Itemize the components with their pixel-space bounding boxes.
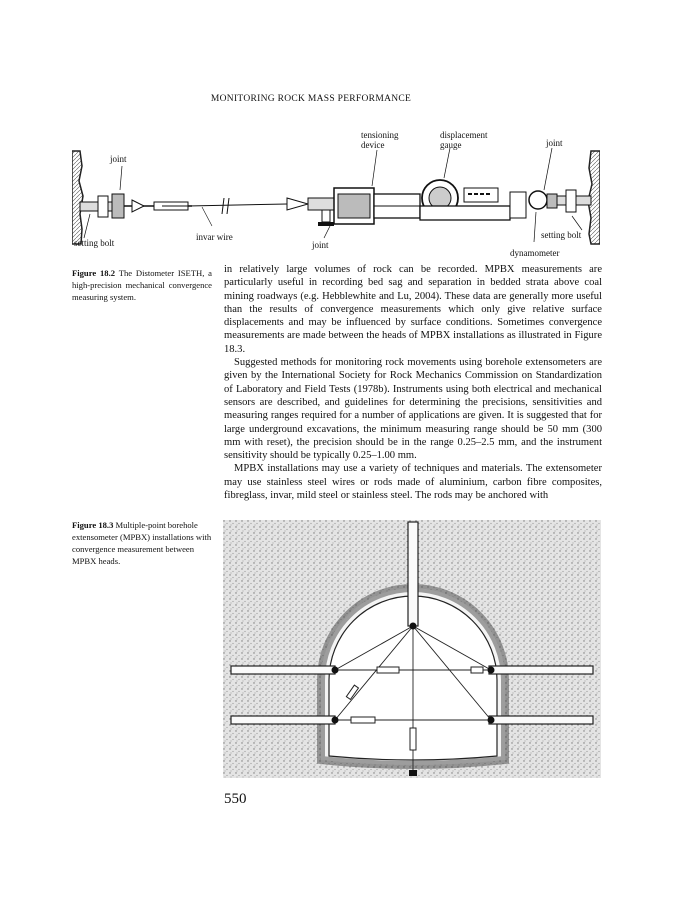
invar-wire	[188, 204, 287, 206]
label-setting-bolt-left: setting bolt	[74, 238, 115, 248]
label-joint-bottom: joint	[312, 240, 329, 250]
body-paragraph: Suggested methods for monitoring rock movements using borehole extensometers are given by the International Society for Rock Mechanics Commission on Standardization of Laboratory and Field Tests (1978b). Instruments using both electrical and mechanical sensors are described, and guidelines for determining the precisions, sensitivities and measuring ranges required for a number of applications are given. It is suggested that for large underground excavations, the minimum measuring range should be 50 mm (300 mm with reset), the precision should be in the range 0.25–2.5 mm, and the instrument sensitivity should be typically 0.25–1.00 mm.	[224, 357, 602, 462]
figure-18-3-caption	[72, 519, 218, 567]
body-paragraph: MPBX installations may use a variety of techniques and materials. The extensometer may use stainless steel wires or rods made of aluminium, carbon fibre composites, fibreglass, invar, mild steel or stainless steel. The rods may be anchored with	[224, 463, 602, 502]
figure-18-3-caption-text: Multiple-point borehole extensometer (MPBX) installations with convergence measurement between MPBX heads.	[72, 520, 212, 566]
right-upper-rod	[489, 666, 593, 674]
body-text	[224, 263, 602, 502]
right-lower-rod	[489, 716, 593, 724]
label-joint-left: joint	[110, 154, 127, 164]
dynamometer-ball	[529, 191, 547, 209]
label-tensioning: tensioning	[361, 130, 399, 140]
label-dynamometer: dynamometer	[510, 248, 560, 258]
label-device: device	[361, 140, 385, 150]
figure-18-2-caption	[72, 267, 212, 303]
figure-18-2-caption-label: Figure 18.2	[72, 268, 116, 278]
label-setting-bolt-right: setting bolt	[541, 230, 582, 240]
figure-18-3-mpbx-diagram	[223, 520, 601, 778]
figure-18-2-caption-text: The Distometer ISETH, a high-precision mechanical convergence measuring system.	[72, 268, 212, 302]
left-rock-wall	[72, 151, 83, 244]
figure-18-2-distometer-diagram	[72, 126, 600, 262]
label-gauge: gauge	[440, 140, 462, 150]
body-paragraph: in relatively large volumes of rock can be recorded. MPBX measurements are particularly useful in recording bed sag and separation in bedded strata above coal mining roadways (e.g. Hebblewhite and Lu, 2004). These data are generally more useful than the results of convergence measurements which only give relative surface displacements and may be influenced by surface conditions. Sometimes convergence measurements are made between the heads of MPBX installations as illustrated in Figure 18.3.	[224, 264, 602, 355]
label-displacement: displacement	[440, 130, 488, 140]
left-upper-rod	[231, 666, 335, 674]
figure-18-3-caption-label: Figure 18.3	[72, 520, 114, 530]
vertical-borehole-rod	[408, 522, 418, 626]
left-lower-rod	[231, 716, 335, 724]
page-number: 550	[224, 791, 247, 807]
label-invar-wire: invar wire	[196, 232, 233, 242]
label-joint-right: joint	[546, 138, 563, 148]
running-header: MONITORING ROCK MASS PERFORMANCE	[210, 94, 412, 104]
